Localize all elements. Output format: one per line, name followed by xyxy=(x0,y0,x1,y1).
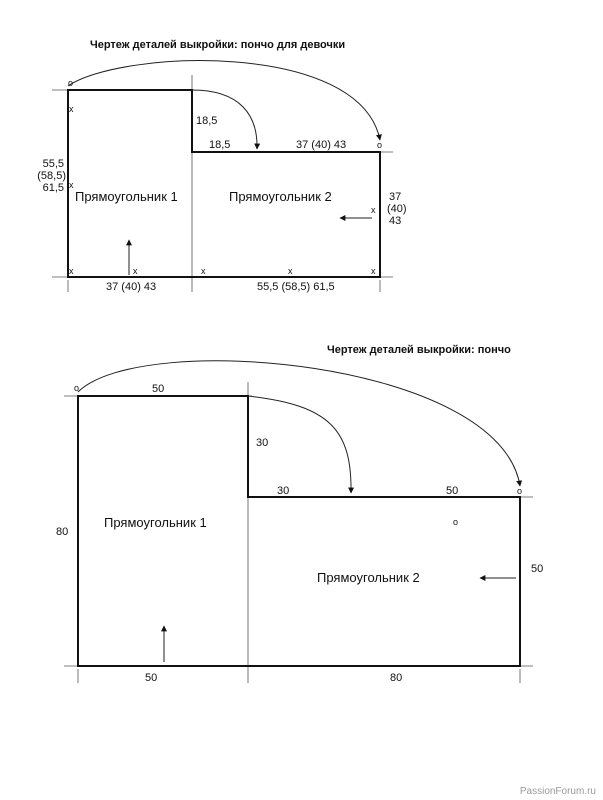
diagram1-mark-o: o xyxy=(68,78,74,88)
diagram1-dim-top-right: 37 (40) 43 xyxy=(296,139,347,151)
diagram2-dim-top-left: 50 xyxy=(152,383,165,395)
diagram1-mark-x: x xyxy=(371,266,376,276)
diagram1-dim-right xyxy=(387,191,407,227)
diagram1-rect1-label: Прямоугольник 1 xyxy=(75,189,178,204)
diagram-poncho xyxy=(56,344,543,684)
diagram1-dim-step-width: 18,5 xyxy=(209,139,231,151)
diagram1-mark-x: x xyxy=(69,266,74,276)
diagram2-dim-bottom-right: 80 xyxy=(390,672,403,684)
diagram1-join-arc-outer xyxy=(68,61,380,140)
diagram1-mark-x: x xyxy=(69,180,74,190)
diagram1-mark-x: x xyxy=(288,266,293,276)
diagram1-dim-step-height: 18,5 xyxy=(196,115,218,127)
svg-text:(40): (40) xyxy=(387,203,407,215)
diagram1-mark-o: o xyxy=(377,140,383,150)
diagram2-guide-lines xyxy=(64,382,533,683)
diagram2-marks xyxy=(74,383,522,527)
diagram1-pattern-outline xyxy=(68,90,383,277)
diagram2-pattern-outline xyxy=(78,396,523,666)
watermark: PassionForum.ru xyxy=(519,786,596,797)
diagram2-join-arc-outer xyxy=(78,361,520,486)
svg-text:43: 43 xyxy=(389,215,402,227)
svg-text:55,5: 55,5 xyxy=(42,158,64,170)
diagram2-dim-right: 50 xyxy=(531,563,544,575)
svg-text:37: 37 xyxy=(389,191,402,203)
diagram1-rect2-label: Прямоугольник 2 xyxy=(229,189,332,204)
diagram1-mark-x: x xyxy=(201,266,206,276)
diagram2-dim-top-right: 50 xyxy=(446,485,459,497)
diagram2-dim-left: 80 xyxy=(56,526,69,538)
svg-text:61,5: 61,5 xyxy=(42,182,64,194)
diagram1-dim-left xyxy=(37,158,66,194)
diagram2-mark-o: o xyxy=(453,517,459,527)
svg-text:(58,5): (58,5) xyxy=(37,170,66,182)
diagram2-mark-o: o xyxy=(517,486,523,496)
diagram1-marks xyxy=(68,78,382,276)
diagram-girl-poncho xyxy=(37,39,406,293)
diagram2-mark-o: o xyxy=(74,383,80,393)
diagram2-dim-bottom-left: 50 xyxy=(145,672,158,684)
diagram1-title: Чертеж деталей выкройки: пончо для девочки xyxy=(90,39,346,51)
diagram2-rect1-label: Прямоугольник 1 xyxy=(104,515,207,530)
diagram2-dim-step-height: 30 xyxy=(256,437,269,449)
diagram1-guide-lines xyxy=(52,75,393,292)
diagram2-rect2-label: Прямоугольник 2 xyxy=(317,570,420,585)
diagram2-dim-step-width: 30 xyxy=(277,485,290,497)
diagram1-mark-x: x xyxy=(371,205,376,215)
diagram1-mark-x: x xyxy=(69,104,74,114)
diagram1-mark-x: x xyxy=(133,266,138,276)
diagram2-title: Чертеж деталей выкройки: пончо xyxy=(327,344,511,356)
diagram1-dim-bottom-right: 55,5 (58,5) 61,5 xyxy=(257,281,335,293)
diagram1-dim-bottom-left: 37 (40) 43 xyxy=(106,281,157,293)
